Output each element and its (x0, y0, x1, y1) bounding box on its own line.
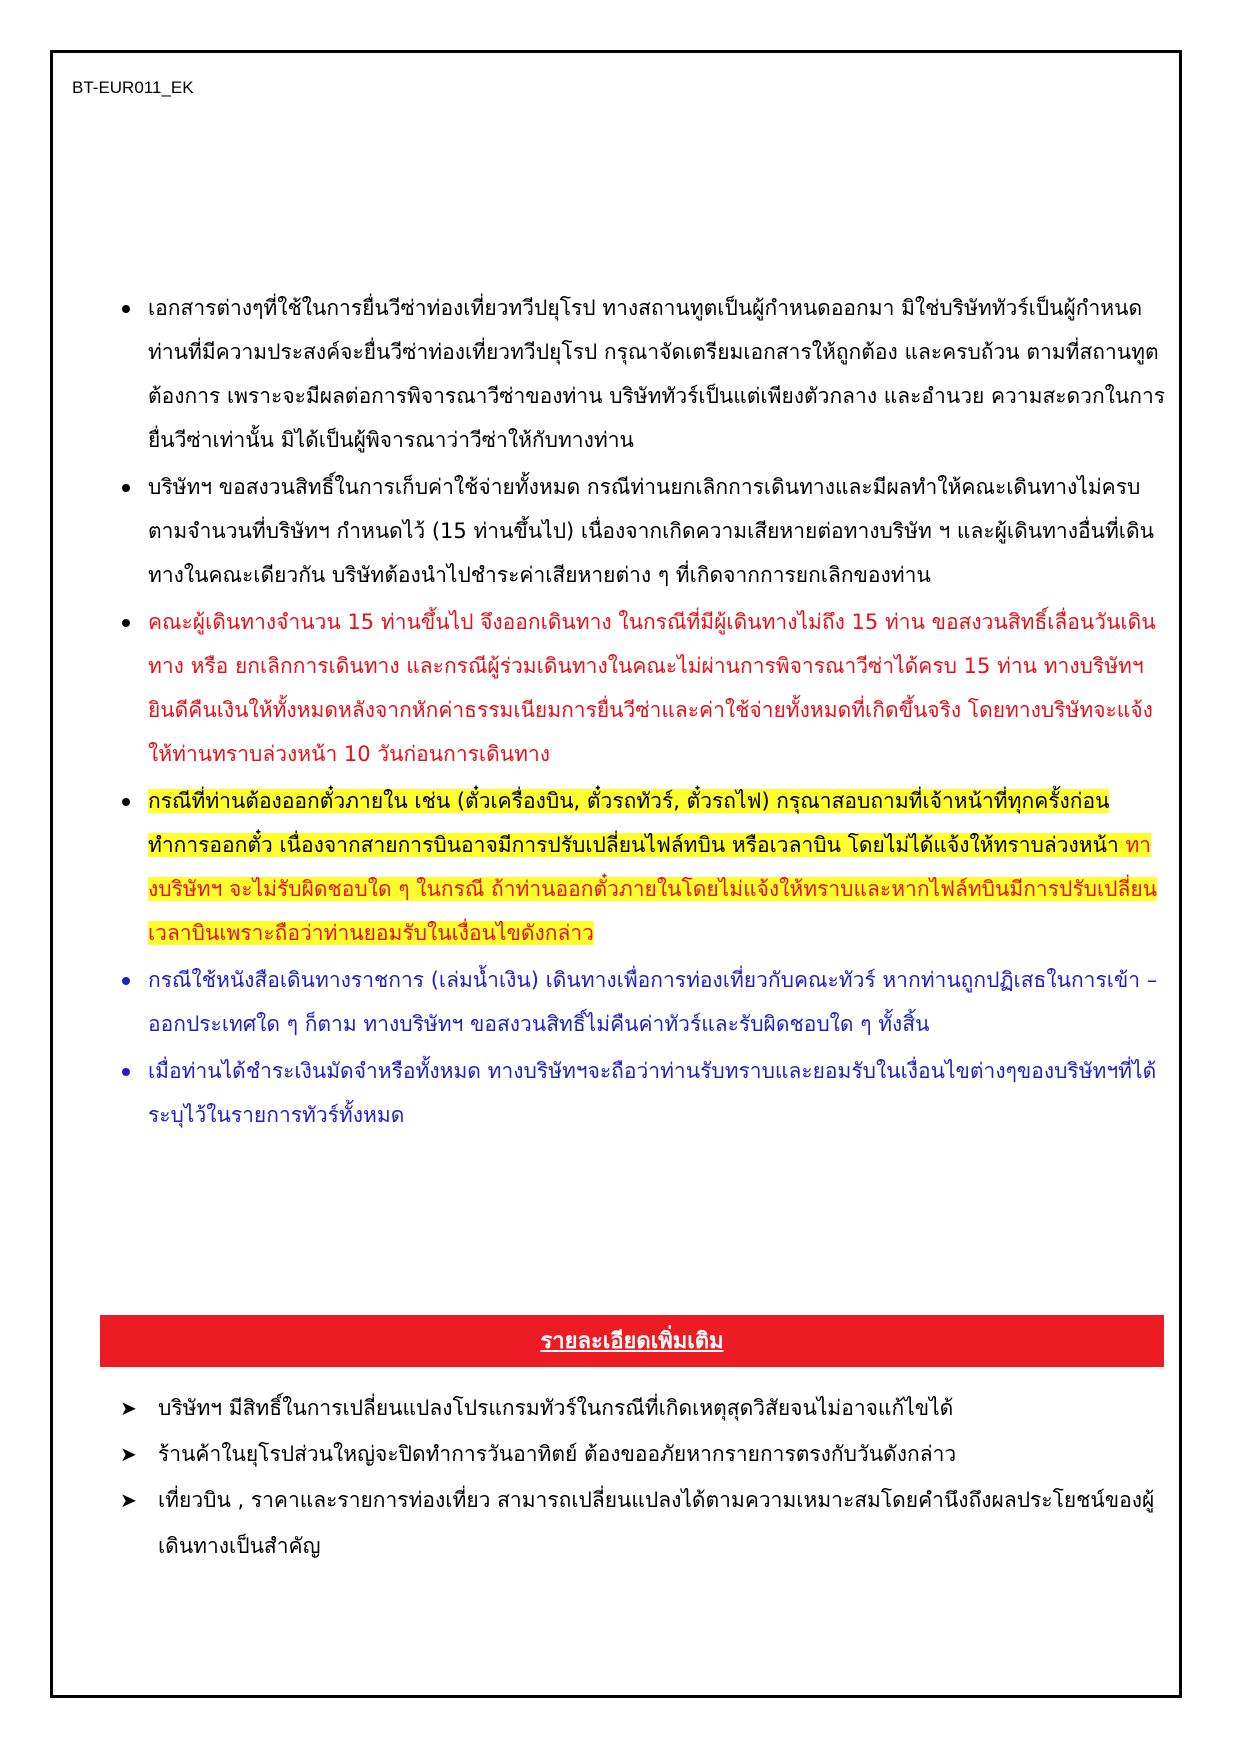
detail-text: ร้านค้าในยุโรปส่วนใหญ่จะปิดทำการวันอาทิตย์ ต้องขออภัยหากรายการตรงกับวันดังกล่าว (158, 1442, 957, 1466)
extra-details-list (120, 1385, 1170, 1569)
list-item (120, 1477, 1170, 1569)
condition-text: บริษัทฯ ขอสงวนสิทธิ์ในการเก็บค่าใช้จ่ายทั้งหมด กรณีท่านยกเลิกการเดินทางและมีผลทำให้คณะเดินทางไม่ครบตามจำนวนที่บริษัทฯ กำหนดไว้ (15 ท่านขึ้นไป) เนื่องจากเกิดความเสียหายต่อทางบริษัท ฯ และผู้เดินทางอื่นที่เดินทางในคณะเดียวกัน บริษัทต้องนำไปชำระค่าเสียหายต่าง ๆ ที่เกิดจากการยกเลิกของท่าน (148, 475, 1154, 587)
conditions-list (100, 286, 1170, 1140)
condition-text: เอกสารต่างๆที่ใช้ในการยื่นวีซ่าท่องเที่ยวทวีปยุโรป ทางสถานทูตเป็นผู้กำหนดออกมา มิใช่บริษัททัวร์เป็นผู้กำหนด ท่านที่มีความประสงค์จะยื่นวีซ่าท่องเที่ยวทวีปยุโรป กรุณาจัดเตรียมเอกสารให้ถูกต้อง และครบถ้วน ตามที่สถานทูตต้องการ เพราะจะมีผลต่อการพิจารณาวีซ่าของท่าน บริษัททัวร์เป็นแต่เพียงตัวกลาง และอำนวย ความสะดวกในการยื่นวีซ่าเท่านั้น มิได้เป็นผู้พิจารณาว่าวีซ่าให้กับทางท่าน (148, 296, 1166, 452)
highlighted-text: กรณีที่ท่านต้องออกตั๋วภายใน เช่น (ตั๋วเครื่องบิน, ตั๋วรถทัวร์, ตั๋วรถไฟ) กรุณาสอบถามที่เจ้าหน้าที่ทุกครั้งก่อนทำการออกตั๋ว เนื่องจากสายการบินอาจมีการปรับเปลี่ยนไฟล์ทบิน หรือเวลาบิน โดยไม่ได้แจ้งให้ทราบล่วงหน้า (148, 789, 1119, 857)
bullet-icon (122, 484, 130, 492)
arrow-bullet-icon: ➤ (120, 1488, 137, 1512)
bullet-icon (122, 619, 130, 627)
list-item (100, 958, 1170, 1046)
list-item (100, 1049, 1170, 1137)
list-item (120, 1431, 1170, 1477)
highlighted-warning-text: ทางบริษัทฯ จะไม่รับผิดชอบใด ๆ ในกรณี ถ้าท่านออกตั๋วภายในโดยไม่แจ้งให้ทราบและหากไฟล์ทบินมีการปรับเปลี่ยนเวลาบินเพราะถือว่าท่านยอมรับในเงื่อนไขดังกล่าว (148, 833, 1157, 945)
condition-text: คณะผู้เดินทางจำนวน 15 ท่านขึ้นไป จึงออกเดินทาง ในกรณีที่มีผู้เดินทางไม่ถึง 15 ท่าน ขอสงวนสิทธิ์เลื่อนวันเดินทาง หรือ ยกเลิกการเดินทาง และกรณีผู้ร่วมเดินทางในคณะไม่ผ่านการพิจารณาวีซ่าได้ครบ 15 ท่าน ทางบริษัทฯยินดีคืนเงินให้ทั้งหมดหลังจากหักค่าธรรมเนียมการยื่นวีซ่าและค่าใช้จ่ายทั้งหมดที่เกิดขึ้นจริง โดยทางบริษัทจะแจ้งให้ท่านทราบล่วงหน้า 10 วันก่อนการเดินทาง (148, 610, 1156, 766)
bullet-icon (122, 977, 130, 985)
arrow-bullet-icon: ➤ (120, 1442, 137, 1466)
list-item (100, 779, 1170, 955)
section-title: รายละเอียดเพิ่มเติม (540, 1329, 724, 1354)
list-item (100, 600, 1170, 776)
bullet-icon (122, 305, 130, 313)
detail-text: บริษัทฯ มีสิทธิ์ในการเปลี่ยนแปลงโปรแกรมทัวร์ในกรณีที่เกิดเหตุสุดวิสัยจนไม่อาจแก้ไขได้ (158, 1396, 954, 1420)
list-item (100, 286, 1170, 462)
list-item (120, 1385, 1170, 1431)
arrow-bullet-icon: ➤ (120, 1396, 137, 1420)
condition-text: เมื่อท่านได้ชำระเงินมัดจำหรือทั้งหมด ทางบริษัทฯจะถือว่าท่านรับทราบและยอมรับในเงื่อนไขต่างๆของบริษัทฯที่ได้ระบุไว้ในรายการทัวร์ทั้งหมด (148, 1059, 1157, 1127)
list-item (100, 465, 1170, 597)
bullet-icon (122, 1068, 130, 1076)
condition-text: กรณีใช้หนังสือเดินทางราชการ (เล่มน้ำเงิน) เดินทางเพื่อการท่องเที่ยวกับคณะทัวร์ หากท่านถูกปฏิเสธในการเข้า – ออกประเทศใด ๆ ก็ตาม ทางบริษัทฯ ขอสงวนสิทธิ์ไม่คืนค่าทัวร์และรับผิดชอบใด ๆ ทั้งสิ้น (148, 968, 1158, 1036)
bullet-icon (122, 798, 130, 806)
section-header (100, 1315, 1164, 1367)
document-code: BT-EUR011_EK (72, 78, 194, 97)
detail-text: เที่ยวบิน , ราคาและรายการท่องเที่ยว สามารถเปลี่ยนแปลงได้ตามความเหมาะสมโดยคำนึงถึงผลประโยชน์ของผู้เดินทางเป็นสำคัญ (158, 1488, 1155, 1558)
